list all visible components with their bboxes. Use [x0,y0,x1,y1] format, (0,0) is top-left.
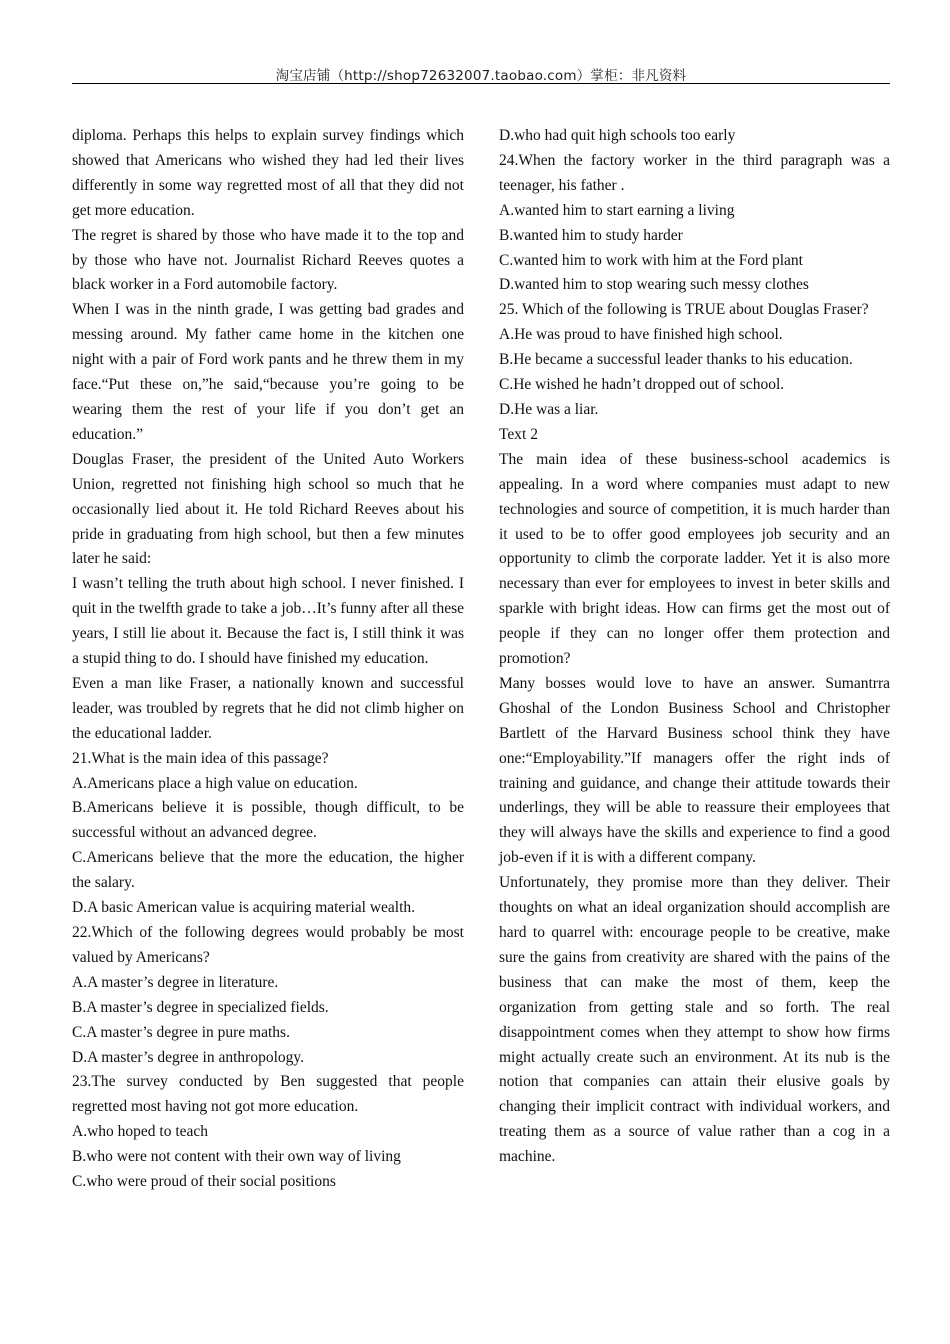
question-line: A.He was proud to have finished high school. [499,326,783,344]
paragraph: Douglas Fraser, the president of the United Auto Workers Union, regretted not finishing high school so much that he occasionally lied about it. He told Richard Reeves about his pride in graduating from high school, but then a few minutes later he said: [72,450,464,568]
question-line: C.who were proud of their social positions [72,1173,336,1191]
paragraph: B.Americans believe it is possible, though difficult, to be successful without an advanced degree. [72,799,464,842]
paragraph: I wasn’t telling the truth about high school. I never finished. I quit in the twelfth grade to take a job…It’s funny after all these years, I still lie about it. Because the fact is, I still think it was a stupid thing to do. I should have finished my education. [72,575,464,668]
paragraph: The regret is shared by those who have made it to the top and by those who have not. Journalist Richard Reeves quotes a black worker in a Ford automobile factory. [72,226,464,294]
question-line: C.A master’s degree in pure maths. [72,1023,290,1041]
paragraph: Unfortunately, they promise more than they deliver. Their thoughts on what an ideal organization should accomplish are hard to quarrel with: encourage people to be creative, make sure the gains from creativity are shared with the pains of the business that can make the most of them, keep the organization from getting stale and so forth. The real disappointment comes when they attempt to show how firms might actually create such an environment. At its nub is the notion that companies can attain their elusive goals by changing their implicit contract with individual workers, and treating them as a source of value rather than a cog in a machine. [499,874,890,1166]
paragraph: 24.When the factory worker in the third paragraph was a teenager, his father . [499,151,890,194]
question-line: A.wanted him to start earning a living [499,201,735,219]
paragraph: 22.Which of the following degrees would probably be most valued by Americans? [72,924,464,966]
question-line: C.wanted him to work with him at the Ford plant [499,251,803,269]
question-line: B.who were not content with their own way of living [72,1148,401,1166]
question-line: B.wanted him to study harder [499,226,683,244]
question-line: D.wanted him to stop wearing such messy clothes [499,276,809,294]
right-column [499,124,890,1170]
header-divider [72,83,890,84]
question-line: D.who had quit high schools too early [499,127,736,144]
paragraph: C.Americans believe that the more the education, the higher the salary. [72,849,464,892]
paragraph: Many bosses would love to have an answer. Sumantrra Ghoshal of the London Business School and Christopher Bartlett of the Harvard Business school think they have one:“Employability.”If managers offer the right inds of training and guidance, and change their attitude towards their underlings, they will be able to reassure their employees that they will always have the skills and experience to find a good job-even if it is with a different company. [499,674,890,867]
paragraph: When I was in the ninth grade, I was getting bad grades and messing around. My father came home in the kitchen one night with a pair of Ford work pants and he threw them in my face.“Put these on,”he said,“because you’re going to be wearing them the rest of your life if you don’t get an education.” [72,301,464,443]
question-line: B.A master’s degree in specialized fields. [72,998,329,1016]
question-line: Text 2 [499,425,538,443]
question-line: C.He wished he hadn’t dropped out of school. [499,376,785,394]
paragraph: 23.The survey conducted by Ben suggested that people regretted most having not got more education. [72,1073,464,1116]
question-line: D.A basic American value is acquiring material wealth. [72,899,416,917]
paragraph: diploma. Perhaps this helps to explain survey findings which showed that Americans who wished they had led their lives differently in some way regretted most of all that they did not get more education. [72,127,464,219]
left-column [72,124,464,1195]
paragraph: The main idea of these business-school academics is appealing. In a word where companies must adapt to new technologies and source of competition, it is much harder than it used to be to offer good employees job security and an opportunity to climb the corporate ladder. Yet it is also more necessary than ever for employees to invest in beter skills and sparkle with bright ideas. How can firms get the most out of people if they can no longer offer them protection and promotion? [499,450,890,668]
question-line: A.Americans place a high value on education. [72,774,358,792]
question-line: D.A master’s degree in anthropology. [72,1048,305,1066]
paragraph: 25. Which of the following is TRUE about Douglas Fraser? [499,301,869,319]
question-line: A.A master’s degree in literature. [72,973,279,991]
paragraph: Even a man like Fraser, a nationally known and successful leader, was troubled by regrets that he did not climb higher on the educational ladder. [72,674,464,742]
question-line: 21.What is the main idea of this passage? [72,749,329,767]
question-line: B.He became a successful leader thanks to his education. [499,351,853,369]
page-header: 淘宝店铺（http://shop72632007.taobao.com）掌柜：非凡资料 [275,68,687,84]
question-line: A.who hoped to teach [72,1123,209,1141]
question-line: D.He was a liar. [499,400,599,418]
